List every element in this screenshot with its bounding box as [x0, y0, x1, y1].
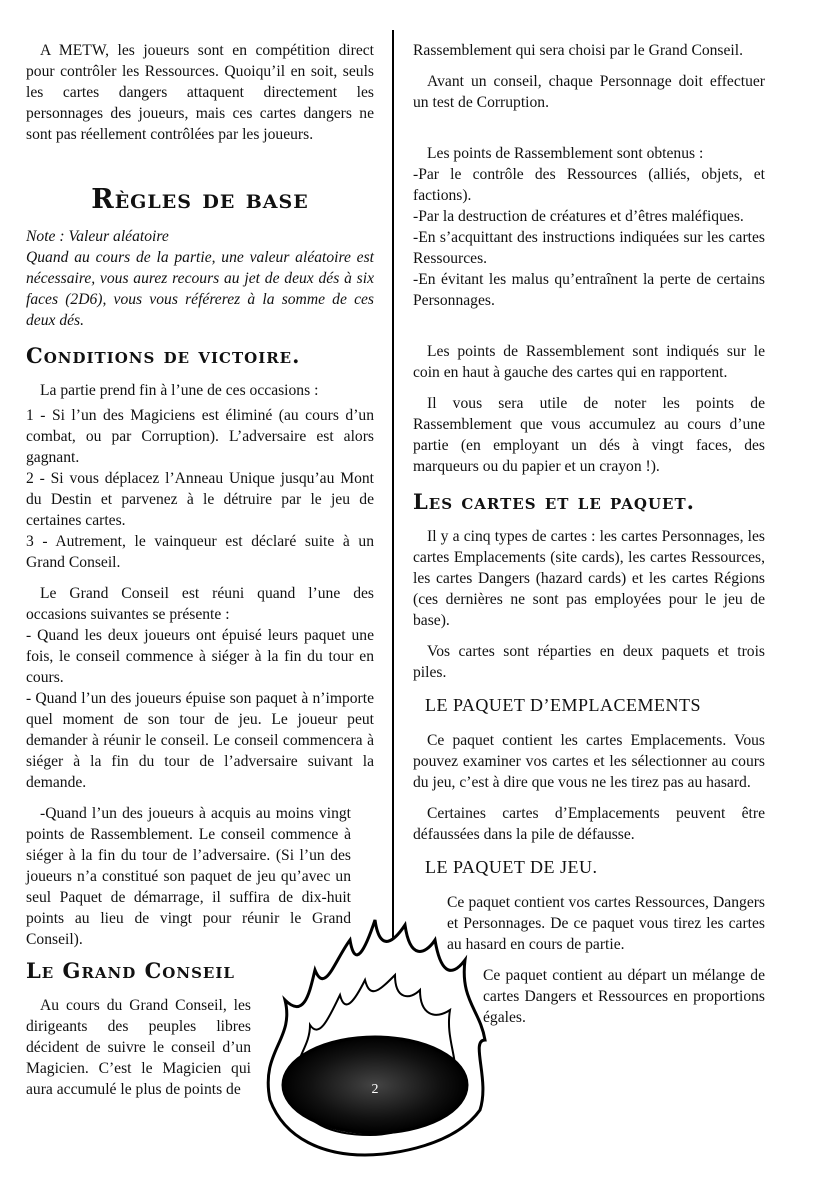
- points-item-1: -Par le contrôle des Ressources (alliés, objets, et factions).: [413, 166, 765, 204]
- sites-deck-text-2: Certaines cartes d’Emplacements peuvent être défaussées dans la pile de défausse.: [413, 805, 765, 843]
- victory-item-1: 1 - Si l’un des Magiciens est éliminé (au cours d’un combat, ou par Corruption). L’adversaire est alors gagnant.: [26, 407, 374, 466]
- points-item-4: -En évitant les malus qu’entraînent la perte de certains Personnages.: [413, 271, 765, 309]
- points-item-3: -En s’acquittant des instructions indiquées sur les cartes Ressources.: [413, 229, 765, 267]
- points-location: Les points de Rassemblement sont indiqués sur le coin en haut à gauche des cartes qui en rapportent.: [413, 343, 765, 381]
- cards-title: Les cartes et le paquet.: [413, 489, 695, 514]
- council-item-3: -Quand l’un des joueurs à acquis au moins vingt points de Rassemblement. Le conseil commence à siéger à la fin du tour de l’adversaire. (Si l’un des joueurs n’a constitué son paquet de jeu qu’avec un seul Paquet de démarrage, il suffira de dix-huit points au lieu de vingt pour réunir le Grand Conseil).: [26, 805, 351, 948]
- points-note: Il vous sera utile de noter les points de Rassemblement que vous accumulez au cours d’une partie (en employant un dés à vingt faces, des marqueurs ou du papier et un crayon !).: [413, 395, 765, 475]
- card-types: Il y a cinq types de cartes : les cartes Personnages, les cartes Emplacements (site cards), les cartes Ressources, les cartes Dangers (hazard cards) et les cartes Régions (ces dernières ne sont pas employées pour le jeu de base).: [413, 528, 765, 629]
- victory-title: Conditions de victoire.: [26, 343, 301, 368]
- victory-intro: La partie prend fin à l’une de ces occasions :: [40, 382, 319, 399]
- victory-item-2: 2 - Si vous déplacez l’Anneau Unique jusqu’au Mont du Destin et parvenez à le détruire par le jeu de certaines cartes.: [26, 470, 374, 529]
- cards-split: Vos cartes sont réparties en deux paquets et trois piles.: [413, 643, 765, 681]
- page-number: 2: [371, 1082, 379, 1097]
- eye-of-sauron-illustration: [255, 900, 500, 1160]
- grand-council-title: Le Grand Conseil: [26, 958, 235, 983]
- before-council-text: Avant un conseil, chaque Personnage doit effectuer un test de Corruption.: [413, 73, 765, 111]
- rules-title: Règles de base: [91, 184, 309, 215]
- right-column: [413, 40, 765, 1038]
- council-item-2: - Quand l’un des joueurs épuise son paquet à n’importe quel moment de son tour de jeu. Le joueur peut demander à réunir le conseil. Le conseil commencera à siéger à la fin du tour de l’adversaire suivant la demande.: [26, 690, 374, 791]
- play-deck-title: LE PAQUET DE JEU.: [425, 857, 598, 877]
- council-intro: Le Grand Conseil est réuni quand l’une des occasions suivantes se présente :: [26, 585, 374, 623]
- council-item-1: - Quand les deux joueurs ont épuisé leurs paquet une fois, le conseil commence à siéger à la fin du tour en cours.: [26, 627, 374, 686]
- sites-deck-title: LE PAQUET D’EMPLACEMENTS: [425, 695, 702, 715]
- play-deck-text-2: Ce paquet contient au départ un mélange de cartes Dangers et Ressources en proportions égales.: [483, 967, 765, 1026]
- sites-deck-text-1: Ce paquet contient les cartes Emplacements. Vous pouvez examiner vos cartes et les sélectionner au cours du jeu, c’est à dire que vous ne les tirez pas au hasard.: [413, 732, 765, 791]
- note-block: [26, 226, 374, 331]
- continued-text: Rassemblement qui sera choisi par le Grand Conseil.: [413, 42, 743, 59]
- note-label: Note : Valeur aléatoire: [26, 228, 169, 245]
- points-item-2: -Par la destruction de créatures et d’êtres maléfiques.: [413, 208, 744, 225]
- victory-item-3: 3 - Autrement, le vainqueur est déclaré suite à un Grand Conseil.: [26, 533, 374, 571]
- grand-council-text: Au cours du Grand Conseil, les dirigeants des peuples libres décident de suivre le conseil d’un Magicien. C’est le Magicien qui aura accumulé le plus de points de: [26, 997, 251, 1098]
- points-intro: Les points de Rassemblement sont obtenus :: [427, 145, 704, 162]
- play-deck-text-1: Ce paquet contient vos cartes Ressources, Dangers et Personnages. De ce paquet vous tirez les cartes au hasard en cours de partie.: [447, 894, 765, 953]
- intro-paragraph: A METW, les joueurs sont en compétition direct pour contrôler les Ressources. Quoiqu’il en soit, seuls les cartes dangers attaquent directement les personnages des joueurs, mais ces cartes dangers ne sont pas réellement contrôlées par les joueurs.: [26, 42, 374, 143]
- note-text: Quand au cours de la partie, une valeur aléatoire est nécessaire, vous aurez recours au jet de deux dés à six faces (2D6), vous vous référerez à la somme de ces deux dés.: [26, 249, 374, 329]
